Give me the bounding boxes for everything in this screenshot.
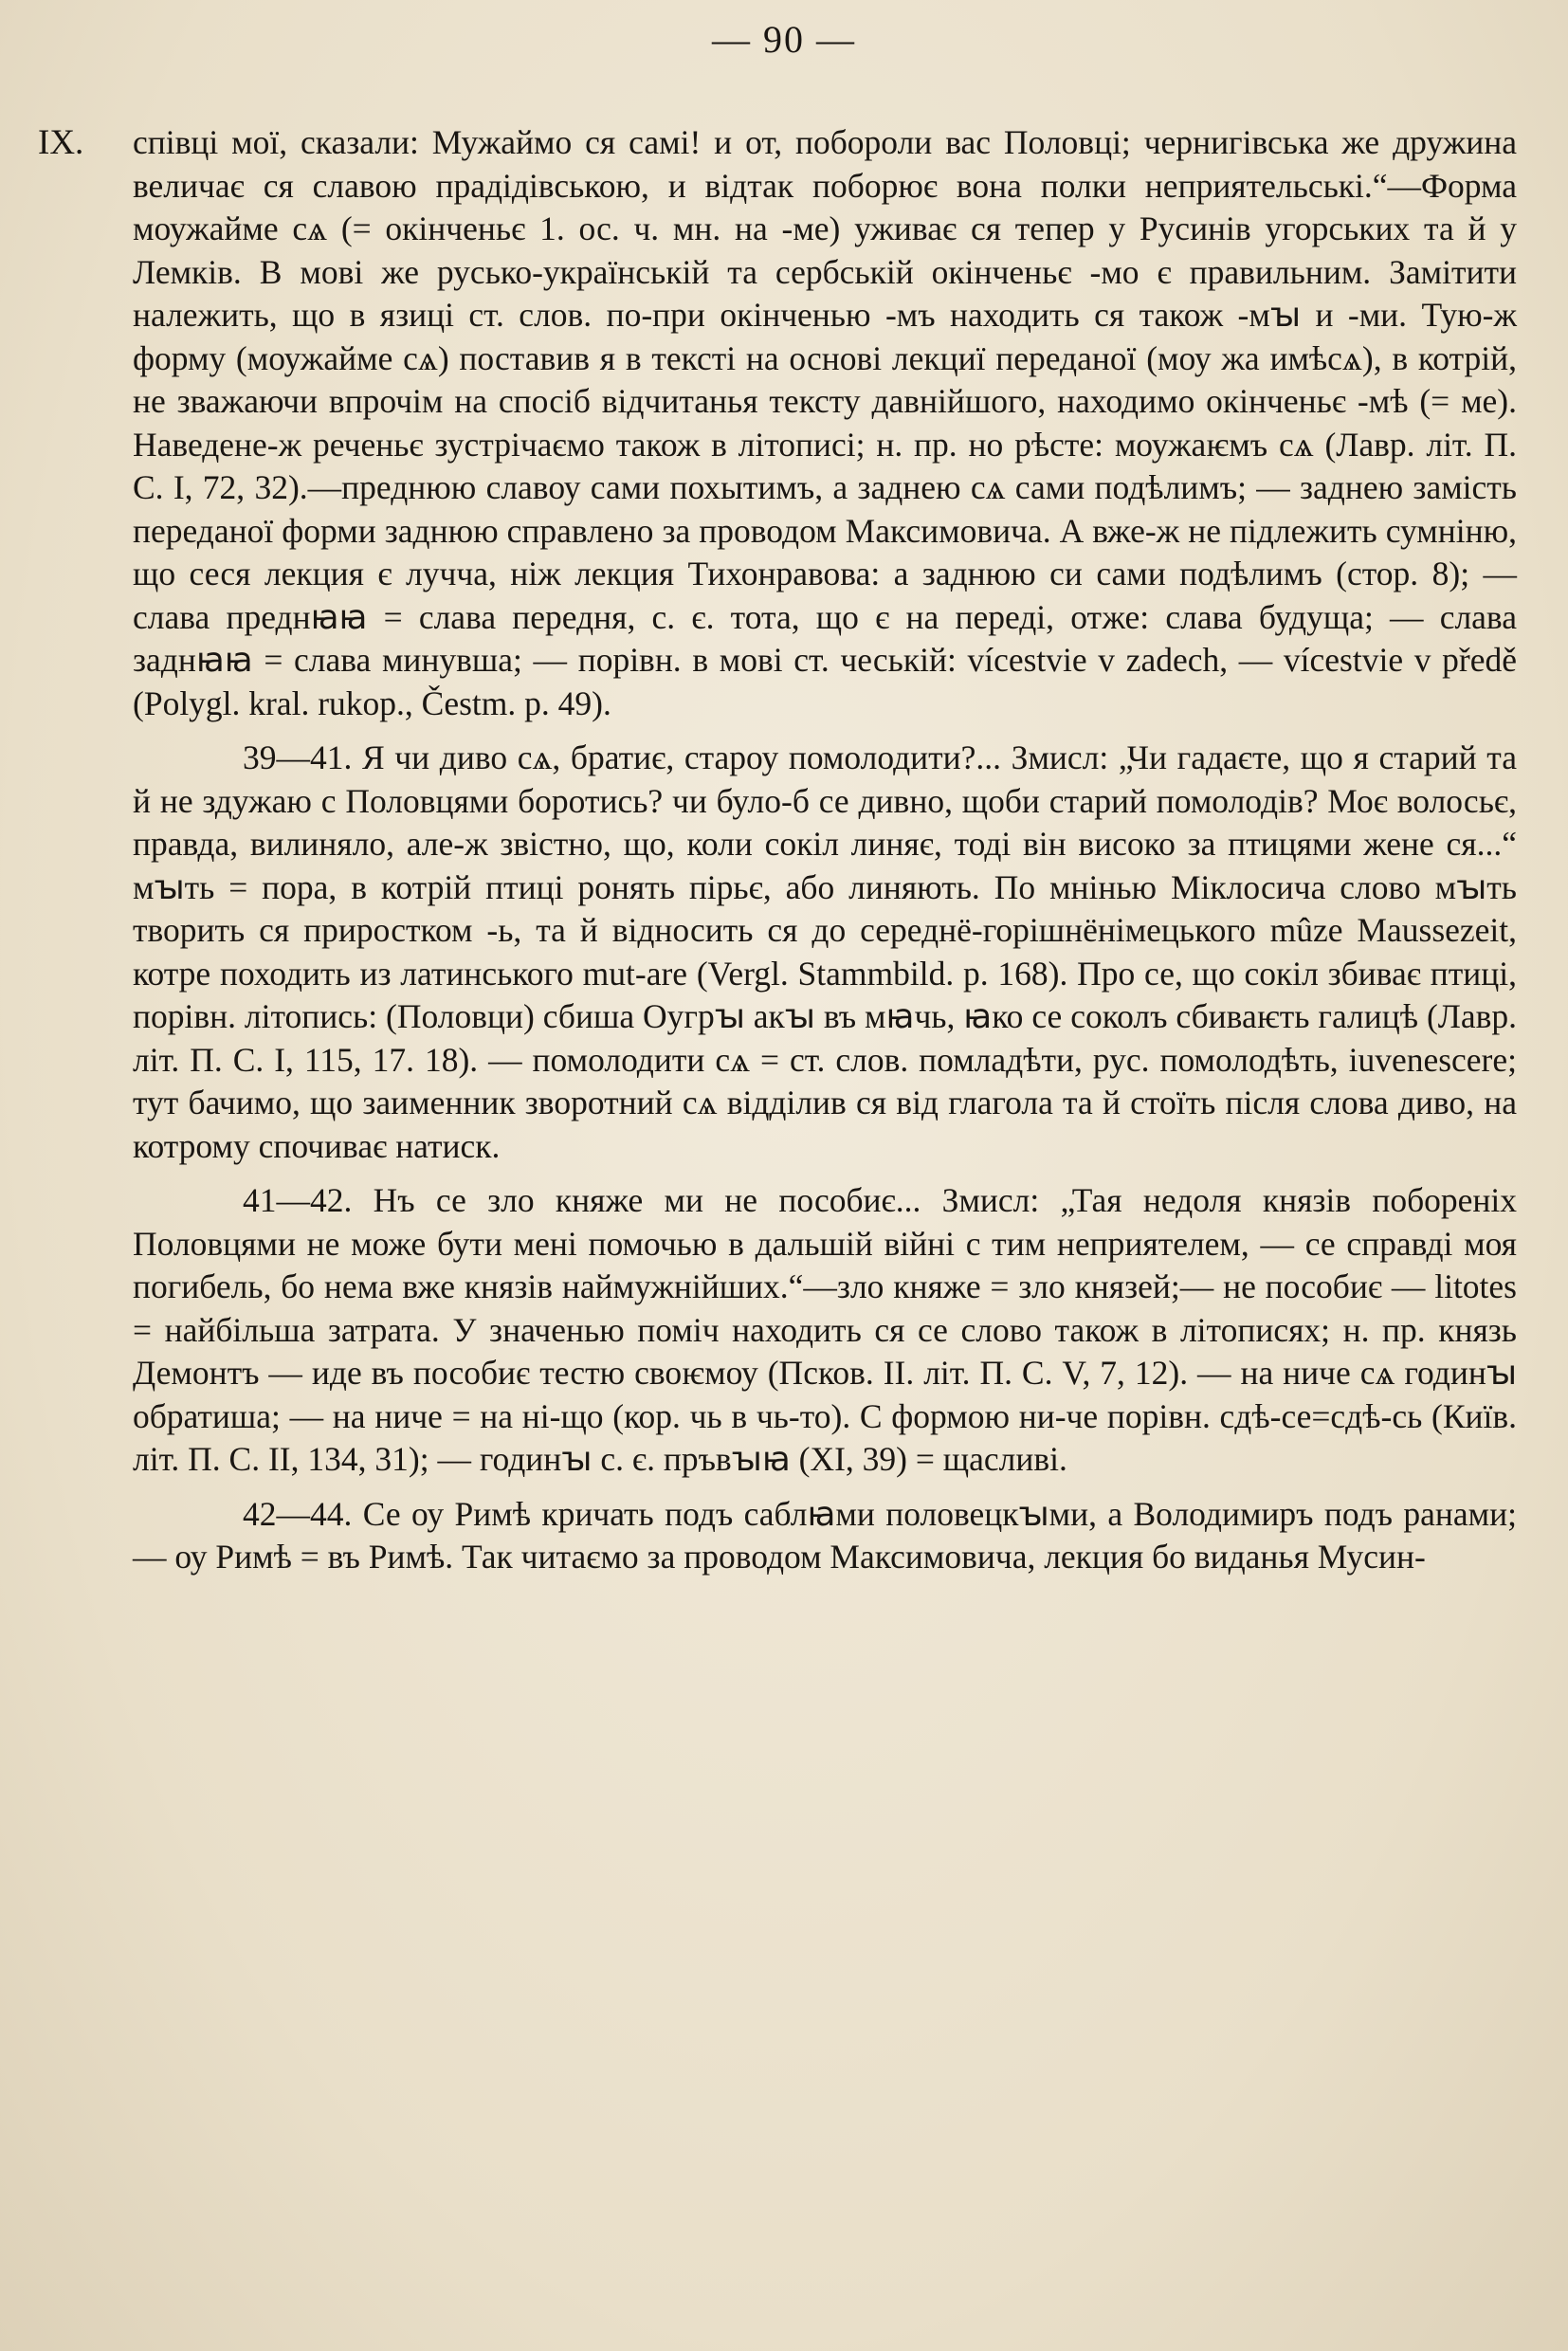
paragraph-commentary-41-42: 41—42. Нъ се зло княже ми не пособиє... Змисл: „Тая недоля князів побореніх Половцями не може бути мені помочью в дальшій війні с тим неприятелем, — се справді моя погибель, бо нема вже князів наймужнійших.“—зло княже = зло князей;— не пособиє — litotes = найбільша затрата. У значенью поміч находить ся се слово також в літописях; н. пр. князь Демонтъ — иде въ пособиє тестю своѥмоу (Псков. ІІ. літ. П. С. V, 7, 12). — на ниче сѧ годинꙑ обратиша; — на ниче = на ні-що (кор. чь в чь-то). С формою ни-че порівн. сдѣ-се=сдѣ-сь (Київ. літ. П. С. ІІ, 134, 31); — годинꙑ с. є. пръвꙑꙗ (ХІ, 39) = щасливі.: [133, 1181, 1517, 1478]
page-number: — 90 —: [712, 18, 856, 61]
page-text: [133, 121, 1517, 1579]
paragraph-commentary-39-41: 39—41. Я чи диво сѧ, братиє, староу помолодити?... Змисл: „Чи гадаєте, що я старий та й не здужаю с Половцями боротись? чи було-б се дивно, щоби старий помолодів? Моє волосьє, правда, вилиняло, але-ж звістно, що, коли сокіл линяє, тоді він високо за птицями жене ся...“ мꙑть = пора, в котрій птиці ронять пірьє, або линяють. По мнінью Міклосича слово мꙑть творить ся приростком -ь, та й відносить ся до середнё-горішнёнімецького mûze Maussezeit, котре походить из латинського mut-are (Vergl. Stammbild. p. 168). Про се, що сокіл збиває птиці, порівн. літопись: (Половци) сбиша Оугрꙑ акꙑ въ мꙗчь, ꙗко се соколъ сбиваѥть галицѣ (Лавр. літ. П. С. І, 115, 17. 18). — помолодити сѧ = ст. слов. помладѣти, рус. помолодѣть, iuvenescere; тут бачимо, що заименник зворотний сѧ відділив ся від глагола та й стоїть після слова диво, на котрому спочиває натиск.: [133, 738, 1517, 1165]
paragraph-commentary-ix: співці мої, сказали: Мужаймо ся самі! и от, побороли вас Половці; чернигівська же дружина величає ся славою прадідівською, и відтак поборює вона полки неприятельські.“—Форма моужайме сѧ (= окінченьє 1. ос. ч. мн. на -ме) уживає ся тепер у Русинів угорських та й у Лемків. В мові же русько-українській та сербській окінченьє -мо є правильним. Замітити належить, що в язиці ст. слов. по-при окінченью -мъ находить ся також -мꙑ и -ми. Тую-ж форму (моужайме сѧ) поставив я в тексті на основі лекциї переданої (моу жа имѣсѧ), в котрій, не зважаючи впрочім на спосіб відчитанья тексту давнійшого, находимо окінченьє -мѣ (= ме). Наведене-ж реченьє зустрічаємо також в літописі; н. пр. но рѣсте: моужаѥмъ сѧ (Лавр. літ. П. С. І, 72, 32).—преднюю славоу сами похытимъ, а заднею сѧ сами подѣлимъ; — заднею замість переданої форми заднюю справлено за проводом Максимовича. А вже-ж не підлежить сумніню, що сеся лекция є лучча, ніж лекция Тихонравова: а заднюю си сами подѣлимъ (стор. 8); — слава преднꙗꙗ = слава передня, с. є. тота, що є на переді, отже: слава будуща; — слава заднꙗꙗ = слава минувша; — порівн. в мові ст. чеській: vícestvie v zadech, — vícestvie v předě (Polygl. kral. rukop., Čestm. p. 49).: [133, 123, 1517, 722]
section-mark: IX.: [38, 123, 84, 162]
paragraph-commentary-42-44: 42—44. Се оу Римѣ кричать подъ саблꙗми половецкꙑми, а Володимиръ подъ ранами; — оу Римѣ = въ Римѣ. Так читаємо за проводом Максимовича, лекция бо виданья Мусин-: [133, 1494, 1517, 1576]
